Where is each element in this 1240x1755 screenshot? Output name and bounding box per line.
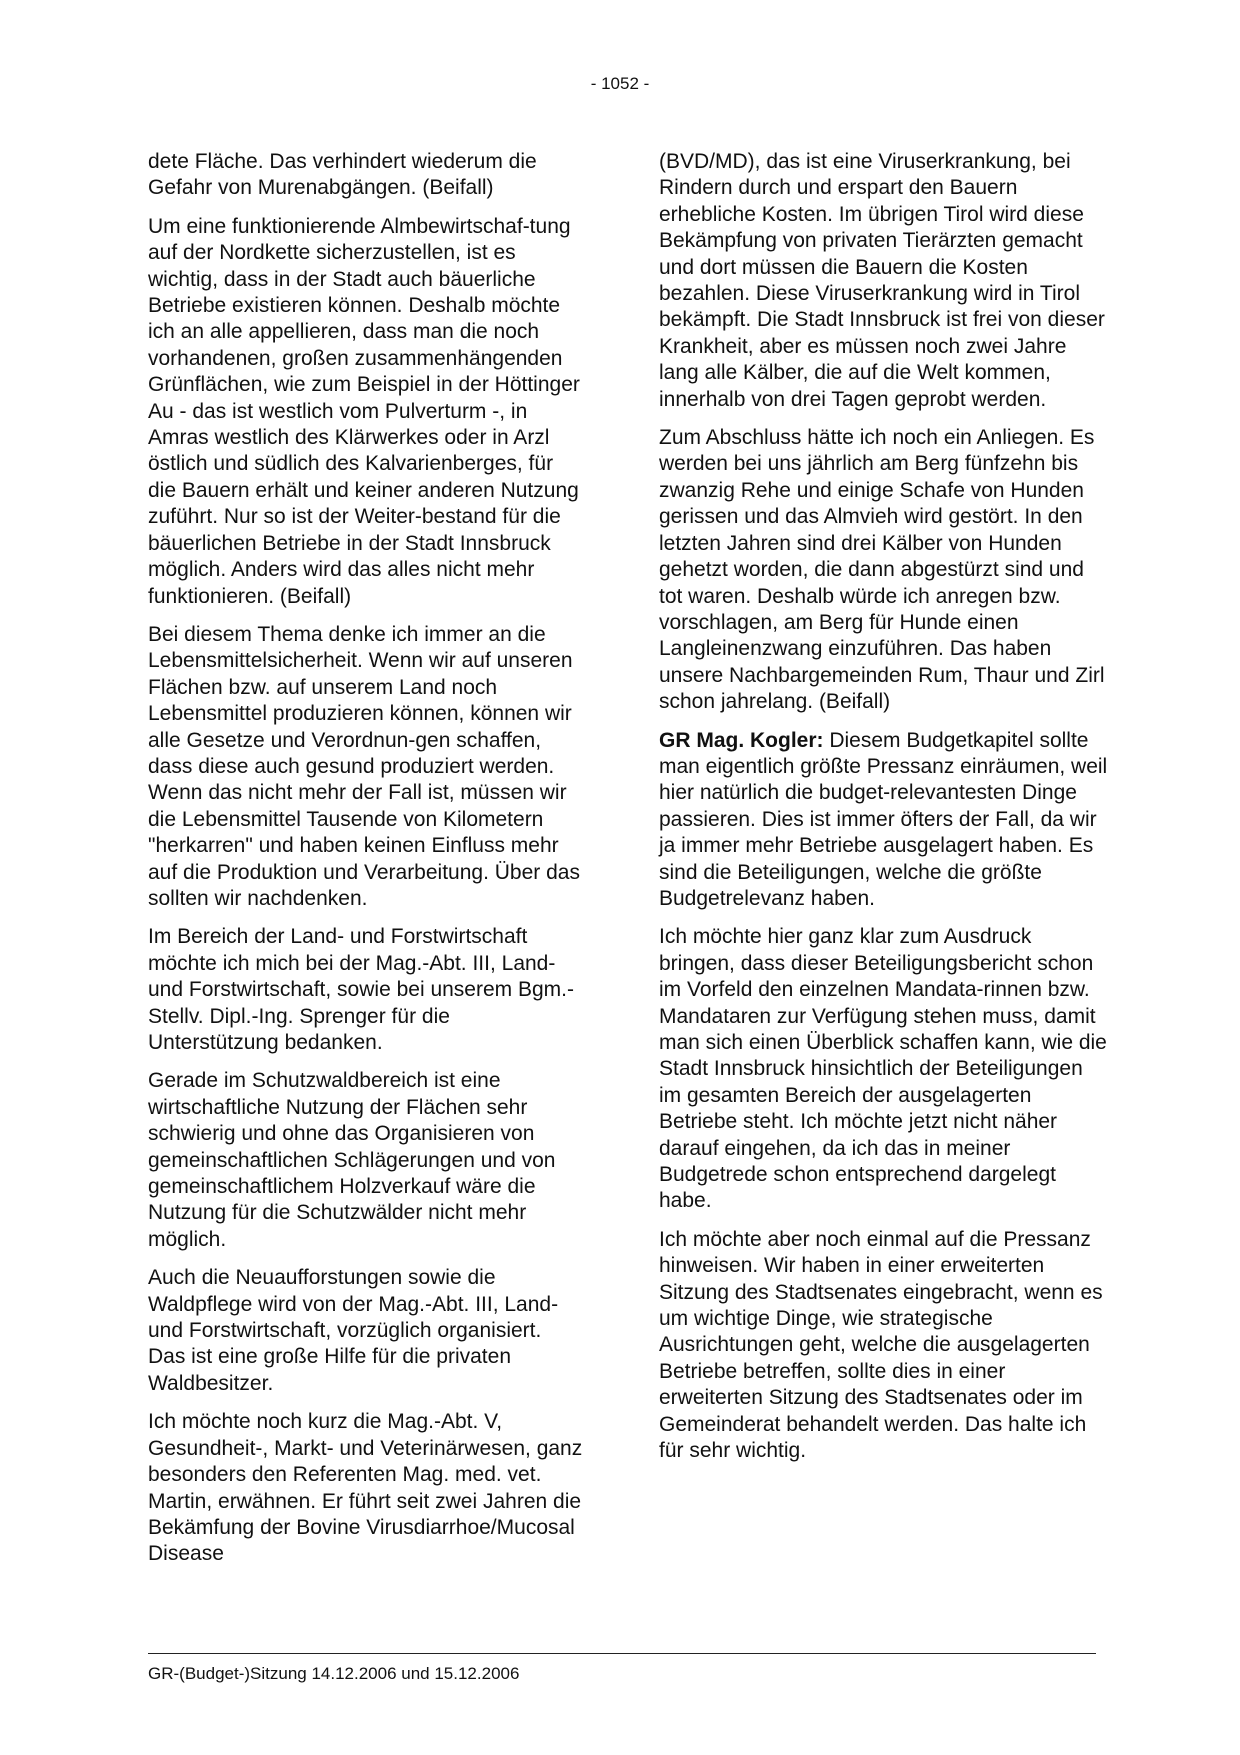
paragraph: Zum Abschluss hätte ich noch ein Anliegen. Es werden bei uns jährlich am Berg fünfzehn bis zwanzig Rehe und einige Schafe von Hunden gerissen und das Almvieh wird gestört. In den letzten Jahren sind drei Kälber von Hunden gehetzt worden, die dann abgestürzt sind und tot waren. Deshalb würde ich anregen bzw. vorschlagen, am Berg für Hunde einen Langleinenzwang einzuführen. Das haben unsere Nachbargemeinden Rum, Thaur und Zirl schon jahrelang. (Beifall) — [659, 426, 1105, 714]
paragraph: Gerade im Schutzwaldbereich ist eine wirtschaftliche Nutzung der Flächen sehr schwierig und ohne das Organisieren von gemeinschaftlichen Schlägerungen und von gemeinschaftlichem Holzverkauf wäre die Nutzung für die Schutzwälder nicht mehr möglich. — [148, 1069, 556, 1251]
footer-divider — [148, 1653, 1096, 1654]
paragraph: dete Fläche. Das verhindert wiederum die Gefahr von Murenabgängen. (Beifall) — [148, 150, 537, 200]
paragraph: (BVD/MD), das ist eine Viruserkrankung, bei Rindern durch und erspart den Bauern erhebliche Kosten. Im übrigen Tirol wird diese Bekämpfung von privaten Tierärzten gemacht und dort müssen die Bauern die Kosten bezahlen. Diese Viruserkrankung wird in Tirol bekämpft. Die Stadt Innsbruck ist frei von dieser Krankheit, aber es müssen noch zwei Jahre lang alle Kälber, die auf die Welt kommen, innerhalb von drei Tagen geprobt werden. — [659, 150, 1105, 411]
left-column — [148, 149, 584, 1580]
paragraph: Auch die Neuaufforstungen sowie die Waldpflege wird von der Mag.-Abt. III, Land- und Forstwirtschaft, vorzüglich organisiert. Das ist eine große Hilfe für die privaten Waldbesitzer. — [148, 1266, 559, 1395]
paragraph: Ich möchte aber noch einmal auf die Pressanz hinweisen. Wir haben in einer erweiterten Sitzung des Stadtsenates eingebracht, wenn es um wichtige Dinge, wie strategische Ausrichtungen geht, welche die ausgelagerten Betriebe betreffen, sollte dies in einer erweiterten Sitzung des Stadtsenates oder im Gemeinderat behandelt werden. Das halte ich für sehr wichtig. — [659, 1227, 1103, 1463]
paragraph: Ich möchte hier ganz klar zum Ausdruck bringen, dass dieser Beteiligungsbericht schon im Vorfeld den einzelnen Mandata-rinnen bzw. Mandataren zur Verfügung stehen muss, damit man sich einen Überblick schaffen kann, wie die Stadt Innsbruck hinsichtlich der Beteiligungen im gesamten Bereich der ausgelagerten Betriebe steht. Ich möchte jetzt nicht näher darauf eingehen, da ich das in meiner Budgetrede schon entsprechend dargelegt habe. — [659, 925, 1107, 1213]
paragraph: Ich möchte noch kurz die Mag.-Abt. V, Gesundheit-, Markt- und Veterinärwesen, ganz besonders den Referenten Mag. med. vet. Martin, erwähnen. Er führt seit zwei Jahren die Bekämfung der Bovine Virusdiarrhoe/Mucosal Disease — [148, 1410, 583, 1566]
paragraph: Im Bereich der Land- und Forstwirtschaft möchte ich mich bei der Mag.-Abt. III, Land- und Forstwirtschaft, sowie bei unserem Bgm.-Stellv. Dipl.-Ing. Sprenger für die Unterstützung bedanken. — [148, 925, 574, 1054]
speaker-paragraph — [659, 728, 1109, 913]
footer-text: GR-(Budget-)Sitzung 14.12.2006 und 15.12.2006 — [148, 1664, 520, 1683]
paragraph: Bei diesem Thema denke ich immer an die Lebensmittelsicherheit. Wenn wir auf unseren Flächen bzw. auf unserem Land noch Lebensmittel produzieren können, können wir alle Gesetze und Verordnun-gen schaffen, dass diese auch gesund produziert werden. Wenn das nicht mehr der Fall ist, müssen wir die Lebensmittel Tausende von Kilometern "herkarren" und haben keinen Einfluss mehr auf die Produktion und Verarbeitung. Über das sollten wir nachdenken. — [148, 622, 580, 910]
page-number: - 1052 - — [590, 74, 650, 93]
speaker-text: Diesem Budgetkapitel sollte man eigentlich größte Pressanz einräumen, weil hier natürlich die budget-relevantesten Dinge passieren. Dies ist immer öfters der Fall, da wir ja immer mehr Betriebe ausgelagert haben. Es sind die Beteiligungen, welche die größte Budgetrelevanz haben. — [659, 728, 1108, 910]
paragraph: Um eine funktionierende Almbewirtschaf-tung auf der Nordkette sicherzustellen, ist es wichtig, dass in der Stadt auch bäuerliche Betriebe existieren können. Deshalb möchte ich an alle appellieren, dass man die noch vorhandenen, großen zusammenhängenden Grünflächen, wie zum Beispiel in der Höttinger Au - das ist westlich vom Pulverturm -, in Amras westlich des Klärwerkes oder in Arzl östlich und südlich des Kalvarienberges, für die Bauern erhält und keiner anderen Nutzung zuführt. Nur so ist der Weiter-bestand für die bäuerlichen Betriebe in der Stadt Innsbruck möglich. Anders wird das alles nicht mehr funktionieren. (Beifall) — [148, 214, 580, 608]
speaker-name: GR Mag. Kogler: — [659, 728, 824, 752]
right-column — [659, 149, 1109, 1477]
